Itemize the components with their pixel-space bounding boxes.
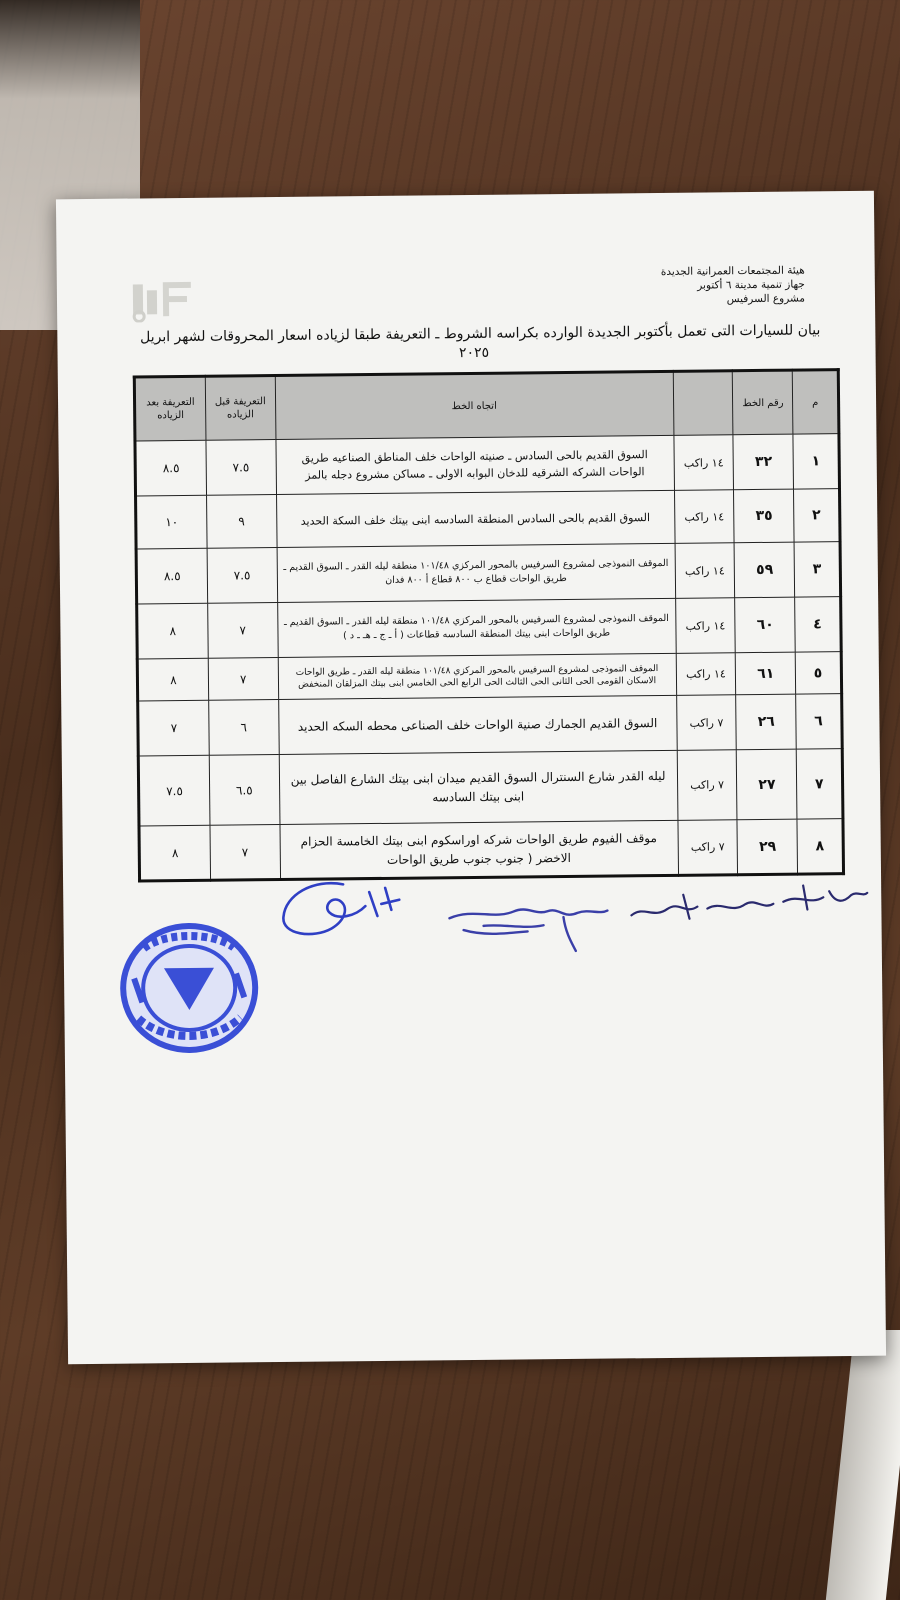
row-fare-before: ٧ (208, 658, 278, 701)
table-row (138, 749, 843, 826)
row-index: ٧ (796, 749, 843, 819)
row-route: ليله القدر شارع السنترال السوق القديم ميدان ابنى بيتك الشارع الفاصل بين ابنى بيتك السادسه (279, 750, 678, 824)
row-fare-after: ٨.٥ (135, 440, 206, 496)
header-capacity (673, 371, 734, 436)
official-stamp-icon (113, 917, 264, 1059)
header-fare-after: التعريفة بعد الزياده (134, 376, 205, 441)
row-fare-after: ١٠ (136, 495, 207, 549)
table-row (137, 597, 842, 659)
row-index: ٦ (796, 694, 842, 749)
row-fare-before: ٧.٥ (207, 548, 277, 604)
row-capacity: ٧ راكب (678, 820, 738, 876)
row-fare-before: ٦ (209, 700, 279, 756)
row-route: الموقف النموذجى لمشروع السرفيس بالمحور المركزي ١٠١/٤٨ منطقة ليله القدر ـ السوق القديم ـ طريق الواحات ابنى بيتك المنطقة السادسه قطاعات ( أ ـ ج ـ هـ ـ د ) (277, 598, 676, 657)
table-header-row (134, 370, 839, 441)
document-sheet (56, 191, 886, 1365)
title-text: بيان للسيارات التى تعمل بأكتوبر الجديدة الوارده بكراسه الشروط ـ التعريفة طبقا لزياده اسعار المحروقات لشهر ابريل (139, 322, 821, 346)
table-row (138, 694, 843, 756)
row-route: موقف الفيوم طريق الواحات شركه اوراسكوم ابنى بيتك الخامسة الحزام الاخضر ( جنوب جنوب طريق الواحات (280, 820, 679, 879)
signature-middle (443, 884, 614, 966)
row-index: ٨ (797, 819, 843, 874)
row-route: الموقف النموذجى لمشروع السرفيس بالمحور المركزي ١٠١/٤٨ منطقة ليله القدر ـ السوق القديم ـ طريق الواحات قطاع ب ٨٠٠ قطاع أ ٨٠٠ فدان (277, 543, 676, 602)
row-fare-before: ٧.٥ (206, 440, 276, 496)
row-index: ١ (793, 434, 839, 489)
row-line-number: ٣٥ (734, 489, 794, 543)
header-fare-before: التعريفة قبل الزياده (205, 376, 275, 441)
row-route: الموقف النموذجى لمشروع السرفيس بالمحور المركزي ١٠١/٤٨ منطقة ليله القدر ـ طريق الواحات الاسكان القومى الحى الثانى الحى الثالث الحى الرابع الحى الخامس ابنى بيتك المزلقان المنخفض (278, 653, 676, 699)
issuer-header (565, 263, 805, 308)
row-fare-before: ٩ (206, 495, 276, 549)
row-fare-before: ٧ (207, 603, 277, 659)
row-fare-after: ٧.٥ (138, 755, 210, 826)
header-route: اتجاه الخط (275, 371, 674, 439)
table-row (136, 489, 841, 549)
row-index: ٢ (794, 489, 840, 542)
row-capacity: ١٤ راكب (674, 435, 734, 491)
row-capacity: ٧ راكب (677, 750, 738, 821)
issuer-project: مشروع السرفيس (726, 292, 806, 306)
table-row (135, 434, 840, 496)
row-fare-before: ٧ (210, 825, 280, 881)
document-title (127, 321, 820, 366)
title-year: ٢٠٢٥ (458, 344, 490, 362)
background-paper-edge (826, 1330, 900, 1600)
row-route: السوق القديم بالحى السادس ـ صنيته الواحات خلف المناطق الصناعيه طريق الواحات الشركه الشرقيه للدخان البوابه الاولى ـ مساكن مشروع دجله بالمز (276, 435, 675, 494)
row-index: ٤ (795, 597, 841, 652)
row-line-number: ٦١ (736, 652, 796, 695)
row-line-number: ٢٦ (736, 694, 796, 750)
row-index: ٥ (795, 652, 841, 694)
table-row (137, 652, 841, 701)
row-route: السوق القديم الجمارك صنية الواحات خلف الصناعى محطه السكه الحديد (278, 695, 677, 754)
row-fare-before: ٦.٥ (209, 755, 280, 826)
faded-logo-icon (129, 276, 199, 323)
row-index: ٣ (794, 542, 840, 597)
row-fare-after: ٨ (139, 825, 210, 881)
issuer-authority: هيئة المجتمعات العمرانية الجديدة (660, 264, 805, 278)
row-fare-after: ٨ (137, 603, 208, 659)
row-line-number: ٢٧ (737, 749, 797, 820)
table-row (136, 542, 841, 604)
issuer-agency: جهاز تنمية مدينة ٦ أكتوبر (697, 278, 805, 292)
row-line-number: ٣٢ (733, 434, 793, 490)
row-capacity: ١٤ راكب (676, 653, 736, 696)
routes-table (133, 368, 845, 882)
row-fare-after: ٨ (137, 658, 208, 701)
row-fare-after: ٧ (138, 700, 209, 756)
row-fare-after: ٨.٥ (136, 548, 207, 604)
row-line-number: ٦٠ (735, 597, 795, 653)
signature-right (623, 863, 874, 946)
header-index: م (792, 370, 838, 434)
row-capacity: ١٤ راكب (674, 490, 734, 544)
row-capacity: ١٤ راكب (675, 543, 735, 599)
row-line-number: ٢٩ (737, 819, 797, 875)
header-line-number: رقم الخط (733, 370, 793, 435)
row-line-number: ٥٩ (735, 542, 795, 598)
row-capacity: ٧ راكب (676, 695, 736, 751)
signature-left (273, 876, 414, 957)
row-route: السوق القديم بالحى السادس المنطقة السادسه ابنى بيتك خلف السكة الحديد (276, 490, 675, 547)
row-capacity: ١٤ راكب (675, 598, 735, 654)
